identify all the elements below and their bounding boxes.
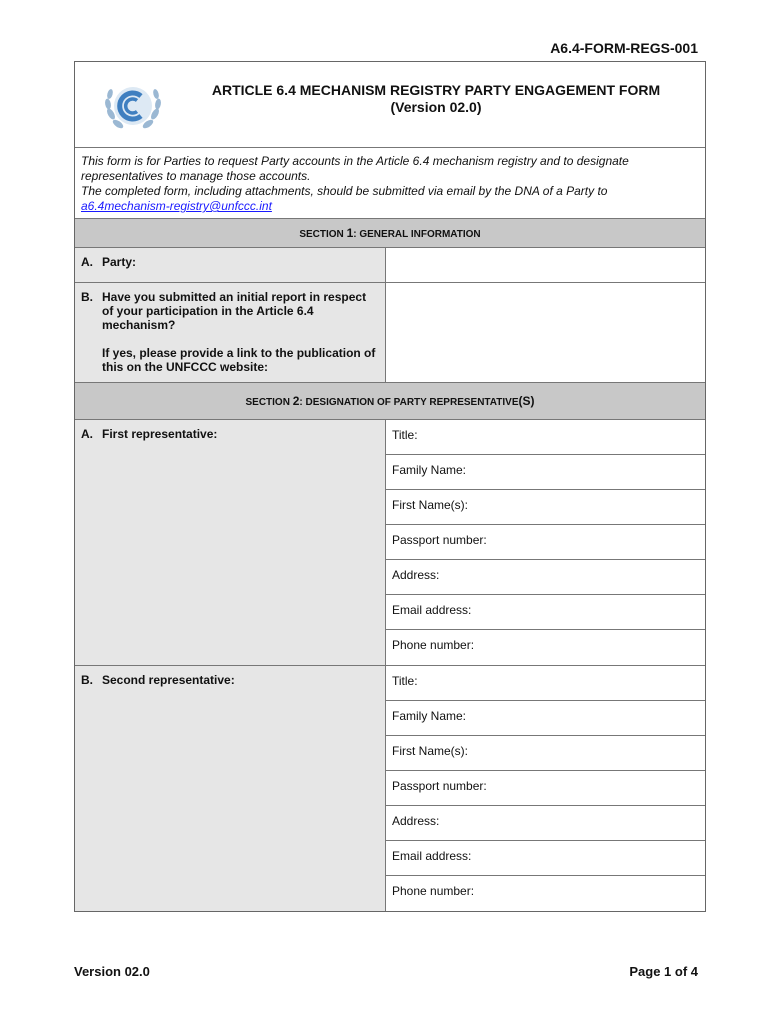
question-letter: A. bbox=[81, 427, 93, 441]
section-1-number: 1 bbox=[346, 226, 354, 240]
second-representative-label-cell bbox=[75, 666, 386, 911]
party-label-cell bbox=[75, 248, 386, 282]
form-title: ARTICLE 6.4 MECHANISM REGISTRY PARTY ENGAGEMENT FORM bbox=[211, 82, 661, 98]
section-2-title: : DESIGNATION OF PARTY REPRESENTATIVE bbox=[299, 397, 519, 408]
section-1-title: : GENERAL INFORMATION bbox=[353, 229, 481, 240]
second-representative-row bbox=[75, 666, 705, 911]
initial-report-question: Have you submitted an initial report in respect of your participation in the Article 6.4 mechanism? bbox=[102, 290, 367, 332]
title-field[interactable]: Title: bbox=[386, 420, 705, 455]
intro-paragraph: This form is for Parties to request Party accounts in the Article 6.4 mechanism registry and to designate representatives to manage those accounts. bbox=[81, 154, 629, 183]
section-1-header bbox=[75, 219, 705, 248]
second-representative-label: Second representative: bbox=[102, 673, 235, 687]
email-address-field[interactable]: Email address: bbox=[386, 841, 705, 876]
title-field[interactable]: Title: bbox=[386, 666, 705, 701]
footer-version: Version 02.0 bbox=[74, 964, 150, 979]
registry-email-link[interactable]: a6.4mechanism-registry@unfccc.int bbox=[81, 199, 272, 213]
first-names-field[interactable]: First Name(s): bbox=[386, 490, 705, 525]
email-address-field[interactable]: Email address: bbox=[386, 595, 705, 630]
question-letter: B. bbox=[81, 673, 93, 687]
passport-number-field[interactable]: Passport number: bbox=[386, 771, 705, 806]
first-representative-label-cell bbox=[75, 420, 386, 665]
section-2-prefix: SECTION bbox=[245, 397, 293, 408]
passport-number-field[interactable]: Passport number: bbox=[386, 525, 705, 560]
first-names-field[interactable]: First Name(s): bbox=[386, 736, 705, 771]
second-representative-fields bbox=[386, 666, 705, 911]
initial-report-label-cell bbox=[75, 283, 386, 382]
initial-report-input[interactable] bbox=[386, 283, 705, 382]
family-name-field[interactable]: Family Name: bbox=[386, 455, 705, 490]
question-letter: B. bbox=[81, 290, 93, 304]
initial-report-row bbox=[75, 283, 705, 383]
party-label: Party: bbox=[102, 255, 137, 269]
form-header bbox=[75, 62, 705, 148]
phone-number-field[interactable]: Phone number: bbox=[392, 638, 475, 652]
section-2-header bbox=[75, 383, 705, 420]
publication-link-question: If yes, please provide a link to the publication of this on the UNFCCC website: bbox=[102, 346, 376, 374]
document-reference: A6.4-FORM-REGS-001 bbox=[550, 40, 698, 56]
intro-text bbox=[75, 148, 705, 219]
unfccc-logo-icon bbox=[101, 80, 165, 134]
party-row bbox=[75, 248, 705, 283]
first-representative-label: First representative: bbox=[102, 427, 218, 441]
footer-page-number: Page 1 of 4 bbox=[629, 964, 698, 979]
address-field[interactable]: Address: bbox=[386, 560, 705, 595]
intro-submission-text: The completed form, including attachments, should be submitted via email by the DNA of a Party to bbox=[81, 184, 608, 198]
section-2-number: 2 bbox=[292, 394, 300, 408]
family-name-field[interactable]: Family Name: bbox=[386, 701, 705, 736]
question-letter: A. bbox=[81, 255, 93, 269]
section-2-title-suffix: (S) bbox=[518, 394, 535, 408]
first-representative-fields bbox=[386, 420, 705, 665]
form-version-subtitle: (Version 02.0) bbox=[390, 99, 482, 115]
phone-number-field[interactable]: Phone number: bbox=[392, 884, 475, 898]
first-representative-row bbox=[75, 420, 705, 666]
address-field[interactable]: Address: bbox=[386, 806, 705, 841]
party-input[interactable] bbox=[386, 248, 705, 282]
section-1-prefix: SECTION bbox=[299, 229, 347, 240]
form-frame bbox=[74, 61, 706, 912]
